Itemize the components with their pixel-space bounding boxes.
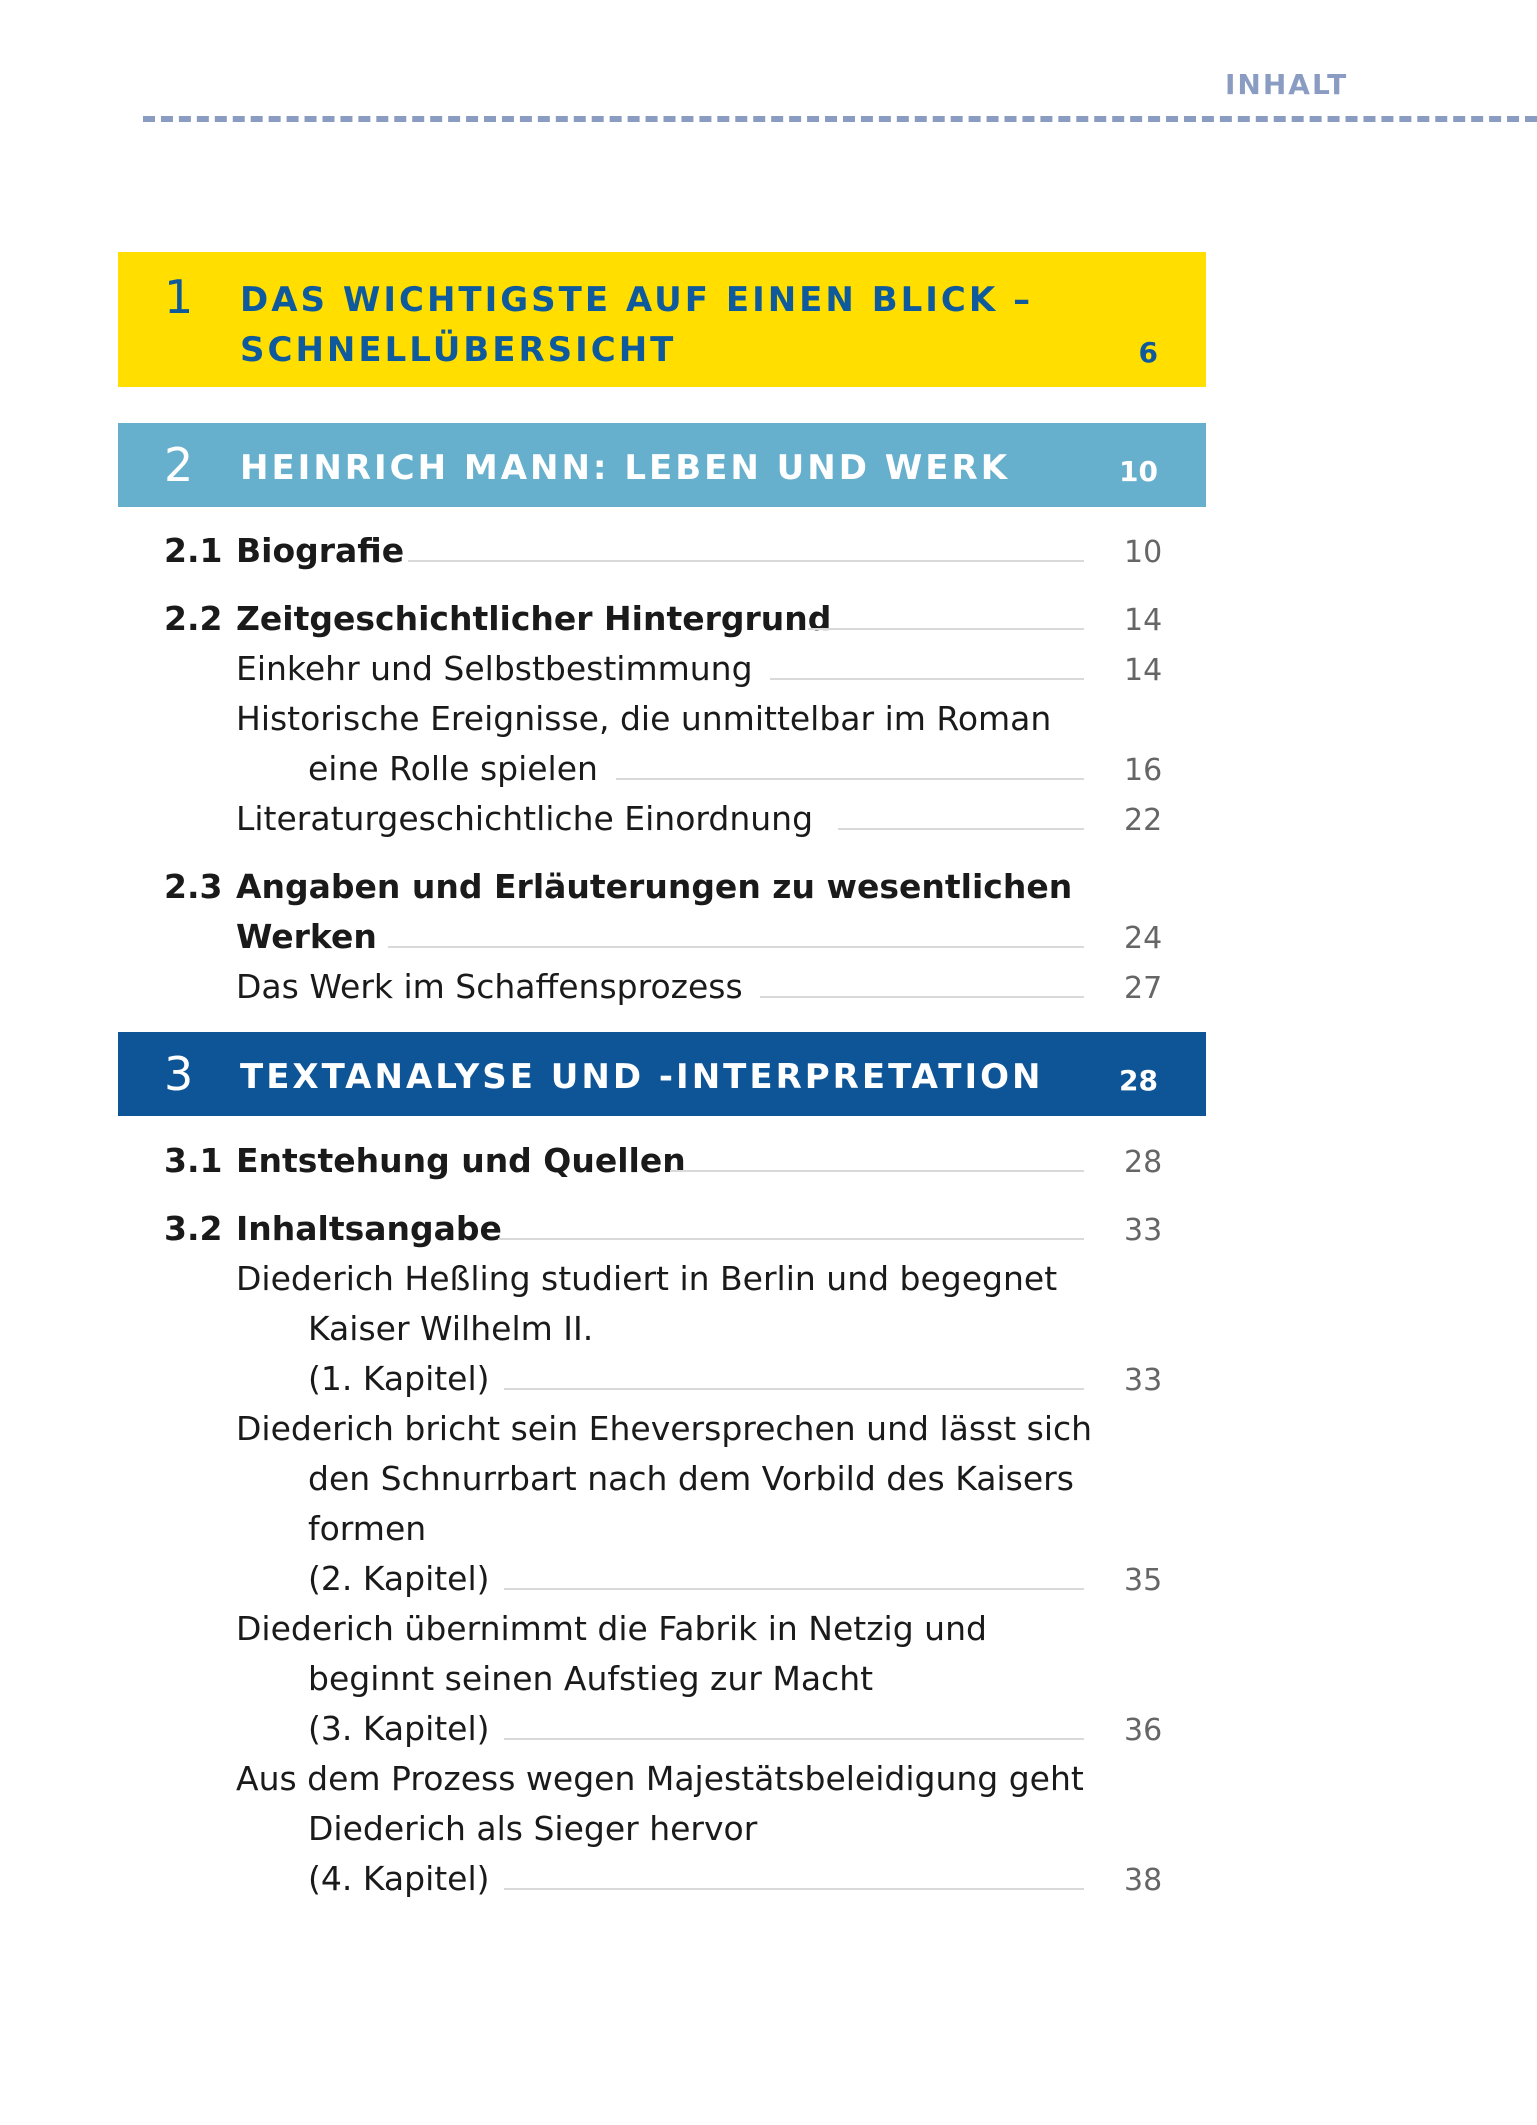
chapter-number: 2 [164,438,194,492]
page-number: 33 [1124,1213,1163,1248]
toc-entry-kapitel-1-label[interactable]: (1. Kapitel) [308,1359,490,1398]
toc-entry-kapitel-4-cont[interactable]: Diederich als Sieger hervor [308,1809,758,1848]
page-number: 10 [1124,535,1163,570]
leader-line [408,560,1084,562]
leader-line [504,1888,1084,1890]
toc-entry-kapitel-2-cont[interactable]: den Schnurrbart nach dem Vorbild des Kaisers [308,1459,1074,1498]
leader-line [808,628,1084,630]
toc-entry-inhaltsangabe[interactable]: Inhaltsangabe [236,1209,502,1248]
chapter-3-band[interactable] [118,1032,1206,1116]
toc-entry-kapitel-3-cont[interactable]: beginnt seinen Aufstieg zur Macht [308,1659,874,1698]
toc-entry-ereignisse[interactable]: Historische Ereignisse, die unmittelbar im Roman [236,699,1052,738]
toc-entry-kapitel-1-cont[interactable]: Kaiser Wilhelm II. [308,1309,594,1348]
toc-entry-biografie[interactable]: Biografie [236,531,405,570]
chapter-number: 1 [164,270,194,324]
page-number: 24 [1124,921,1163,956]
leader-line [504,1738,1084,1740]
leader-line [498,1238,1084,1240]
leader-line [770,678,1084,680]
section-number: 3.2 [164,1209,223,1248]
page-number: 14 [1124,653,1163,688]
chapter-title-line: SCHNELLÜBERSICHT [240,330,677,370]
toc-entry-kapitel-2-label[interactable]: (2. Kapitel) [308,1559,490,1598]
leader-line [388,946,1084,948]
toc-entry-angaben-cont[interactable]: Werken [236,917,377,956]
dashed-rule [143,116,1537,122]
toc-entry-ereignisse-cont[interactable]: eine Rolle spielen [308,749,598,788]
chapter-1-band[interactable] [118,252,1206,387]
toc-entry-kapitel-4-label[interactable]: (4. Kapitel) [308,1859,490,1898]
section-number: 2.1 [164,531,223,570]
page-number: 14 [1124,603,1163,638]
chapter-page: 10 [1119,455,1158,488]
section-number: 3.1 [164,1141,223,1180]
toc-entry-entstehung[interactable]: Entstehung und Quellen [236,1141,686,1180]
toc-entry-kapitel-3[interactable]: Diederich übernimmt die Fabrik in Netzig und [236,1609,987,1648]
section-number: 2.2 [164,599,223,638]
chapter-page: 28 [1119,1064,1158,1097]
page-number: 36 [1124,1713,1163,1748]
page-number: 35 [1124,1563,1163,1598]
section-number: 2.3 [164,867,223,906]
chapter-2-band[interactable] [118,423,1206,507]
leader-line [504,1588,1084,1590]
page-number: 28 [1124,1145,1163,1180]
leader-line [838,828,1084,830]
toc-entry-zeitgeschichte[interactable]: Zeitgeschichtlicher Hintergrund [236,599,832,638]
chapter-number: 3 [164,1047,194,1101]
toc-entry-einkehr[interactable]: Einkehr und Selbstbestimmung [236,649,753,688]
leader-line [760,996,1084,998]
page-number: 33 [1124,1363,1163,1398]
toc-entry-kapitel-4[interactable]: Aus dem Prozess wegen Majestätsbeleidigung geht [236,1759,1084,1798]
leader-line [616,778,1084,780]
chapter-title: TEXTANALYSE UND -INTERPRETATION [240,1057,1044,1097]
toc-entry-kapitel-2[interactable]: Diederich bricht sein Eheversprechen und lässt sich [236,1409,1093,1448]
running-header: INHALT [1225,68,1349,101]
toc-entry-kapitel-1[interactable]: Diederich Heßling studiert in Berlin und begegnet [236,1259,1058,1298]
toc-entry-kapitel-3-label[interactable]: (3. Kapitel) [308,1709,490,1748]
chapter-page: 6 [1138,336,1158,369]
chapter-title: HEINRICH MANN: LEBEN UND WERK [240,448,1011,488]
leader-line [504,1388,1084,1390]
toc-entry-schaffensprozess[interactable]: Das Werk im Schaffensprozess [236,967,743,1006]
page-number: 38 [1124,1863,1163,1898]
page-number: 27 [1124,971,1163,1006]
toc-entry-angaben[interactable]: Angaben und Erläuterungen zu wesentlichen [236,867,1073,906]
page-number: 22 [1124,803,1163,838]
chapter-title-line: DAS WICHTIGSTE AUF EINEN BLICK – [240,280,1034,320]
leader-line [670,1170,1084,1172]
chapter-title [240,275,1033,375]
page-number: 16 [1124,753,1163,788]
toc-entry-einordnung[interactable]: Literaturgeschichtliche Einordnung [236,799,814,838]
toc-entry-kapitel-2-cont[interactable]: formen [308,1509,427,1548]
